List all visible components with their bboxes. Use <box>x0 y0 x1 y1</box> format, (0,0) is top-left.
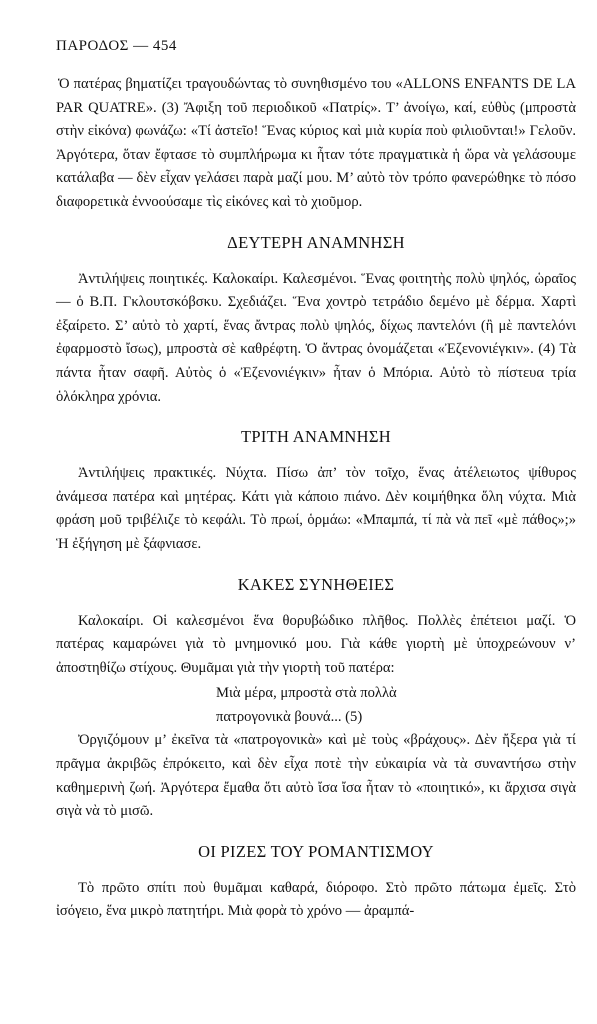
running-head: ΠΑΡΟΔΟΣ — 454 <box>56 38 177 54</box>
poem-quote <box>56 682 576 729</box>
section-heading: ΔΕΥΤΕΡΗ ΑΝΑΜΝΗΣΗ <box>227 232 405 252</box>
poem-line: πατρογονικὰ βουνά... (5) <box>216 708 363 725</box>
section-paragraph: Ἀντιλήψεις πρακτικές. Νύχτα. Πίσω ἀπ’ τὸν τοῖχο, ἕνας ἀτέλειωτος ψίθυρος ἀνάμεσα πατέρα καὶ μητέρας. Κάτι γιὰ κάποιο πιάνο. Δὲν κοιμήθηκα ὅλη νύχτα. Μιὰ φράση μοῦ τριβέλιζε τὸ κεφάλι. Τὸ πρωί, ὁρμάω: «Μπαμπά, τί πὰ νὰ πεῖ «μὲ πάθος»;» Ἡ ἐξήγηση μὲ ξάφνιασε. <box>56 465 576 552</box>
section-paragraph: Καλοκαίρι. Οἱ καλεσμένοι ἕνα θορυβώδικο πλῆθος. Πολλὲς ἐπέτειοι μαζί. Ὁ πατέρας καμαρώνει γιὰ τὸ μνημονικό μου. Γιὰ κάθε γιορτὴ μὲ ὑποχρεώνουν ν’ ἀποστηθίζω στίχους. Θυμᾶμαι γιὰ τὴν γιορτὴ τοῦ πατέρα: <box>56 612 576 676</box>
poem-line: Μιὰ μέρα, μπροστὰ στὰ πολλὰ <box>216 685 397 702</box>
section-heading: ΤΡΙΤΗ ΑΝΑΜΝΗΣΗ <box>241 427 391 447</box>
section-second-memory <box>56 233 576 410</box>
section-third-memory <box>56 427 576 556</box>
section-heading: ΚΑΚΕΣ ΣΥΝΗΘΕΙΕΣ <box>237 574 395 594</box>
section-heading: ΟΙ ΡΙΖΕΣ ΤΟΥ ΡΟΜΑΝΤΙΣΜΟΥ <box>198 841 434 861</box>
section-bad-habits <box>56 575 576 824</box>
book-page <box>56 38 576 924</box>
section-roots-of-romanticism <box>56 842 576 924</box>
intro-paragraph: Ὁ πατέρας βηματίζει τραγουδώντας τὸ συνηθισμένο του «ALLONS ENFANTS DE LA PAR QUATRE». (3) Ἄφιξη τοῦ περιοδικοῦ «Πατρίς». Τ’ ἀνοίγω, καί, εὐθὺς (μπροστὰ στὴν εἰκόνα) φωνάζω: «Τί ἀστεῖο! Ἕνας κύριος καὶ μιὰ κυρία ποὺ φιλιοῦνται!» Γελοῦν. Ἀργότερα, ὅταν ἔφτασε τὸ συμπλήρωμα κι ἦταν τότε πραγματικὰ ἡ ὥρα νὰ γελάσουμε κατάλαβα — δὲν εἶχαν γελάσει παρὰ μαζί μου. Μ’ αὐτὸ τὸν τρόπο φανερώθηκε τὸ πόσο διαφορετικὰ ἐννοούσαμε τὶς εἰκόνες καὶ τὸ χιοῦμορ. <box>56 76 576 210</box>
section-paragraph-continued: Ὀργιζόμουν μ’ ἐκεῖνα τὰ «πατρογονικὰ» καὶ μὲ τοὺς «βράχους». Δὲν ἤξερα γιὰ τί πρᾶγμα ἀκριβῶς ἐπρόκειτο, καὶ δὲν εἶχα ποτὲ τὴν εὐκαιρία νὰ τὰ συναντήσω στὴν καθημερινὴ ζωή. Ἀργότερα ἔμαθα ὅτι αὐτὸ ἴσα ἴσα ἦταν τὸ «ποιητικό», κι ἄρχισα σιγὰ σιγὰ νὰ τὸ μισῶ. <box>56 732 576 820</box>
section-paragraph: Τὸ πρῶτο σπίτι ποὺ θυμᾶμαι καθαρά, διόροφο. Στὸ πρῶτο πάτωμα ἐμεῖς. Στὸ ἰσόγειο, ἕνα μικρὸ πατητήρι. Μιὰ φορὰ τὸ χρόνο — ἀραμπά- <box>56 879 576 920</box>
section-paragraph: Ἀντιλήψεις ποιητικές. Καλοκαίρι. Καλεσμένοι. Ἕνας φοιτητὴς πολὺ ψηλός, ὡραῖος — ὁ Β.Π. Γκλουτσκόβσκυ. Σχεδιάζει. Ἕνα χοντρὸ τετράδιο δεμένο μὲ δέρμα. Χαρτὶ ἐξαίρετο. Σ’ αὐτὸ τὸ χαρτί, ἕνας ἄντρας πολὺ ψηλός, δίχως παντελόνι (ἢ μὲ παντελόνι ἐφαρμοστὸ ἴσως), μπροστὰ σὲ καθρέφτη. Ὁ ἄντρας ὀνομάζεται «Ἐζενονιέγκιν». (4) Τὰ πάντα ἦταν σαφῆ. Αὐτὸς ὁ «Ἐζενονιέγκιν» ἦταν ὁ Μπόρια. Αὐτὸ τὸ πίστευα τρία ὁλόκληρα χρόνια. <box>56 270 576 405</box>
